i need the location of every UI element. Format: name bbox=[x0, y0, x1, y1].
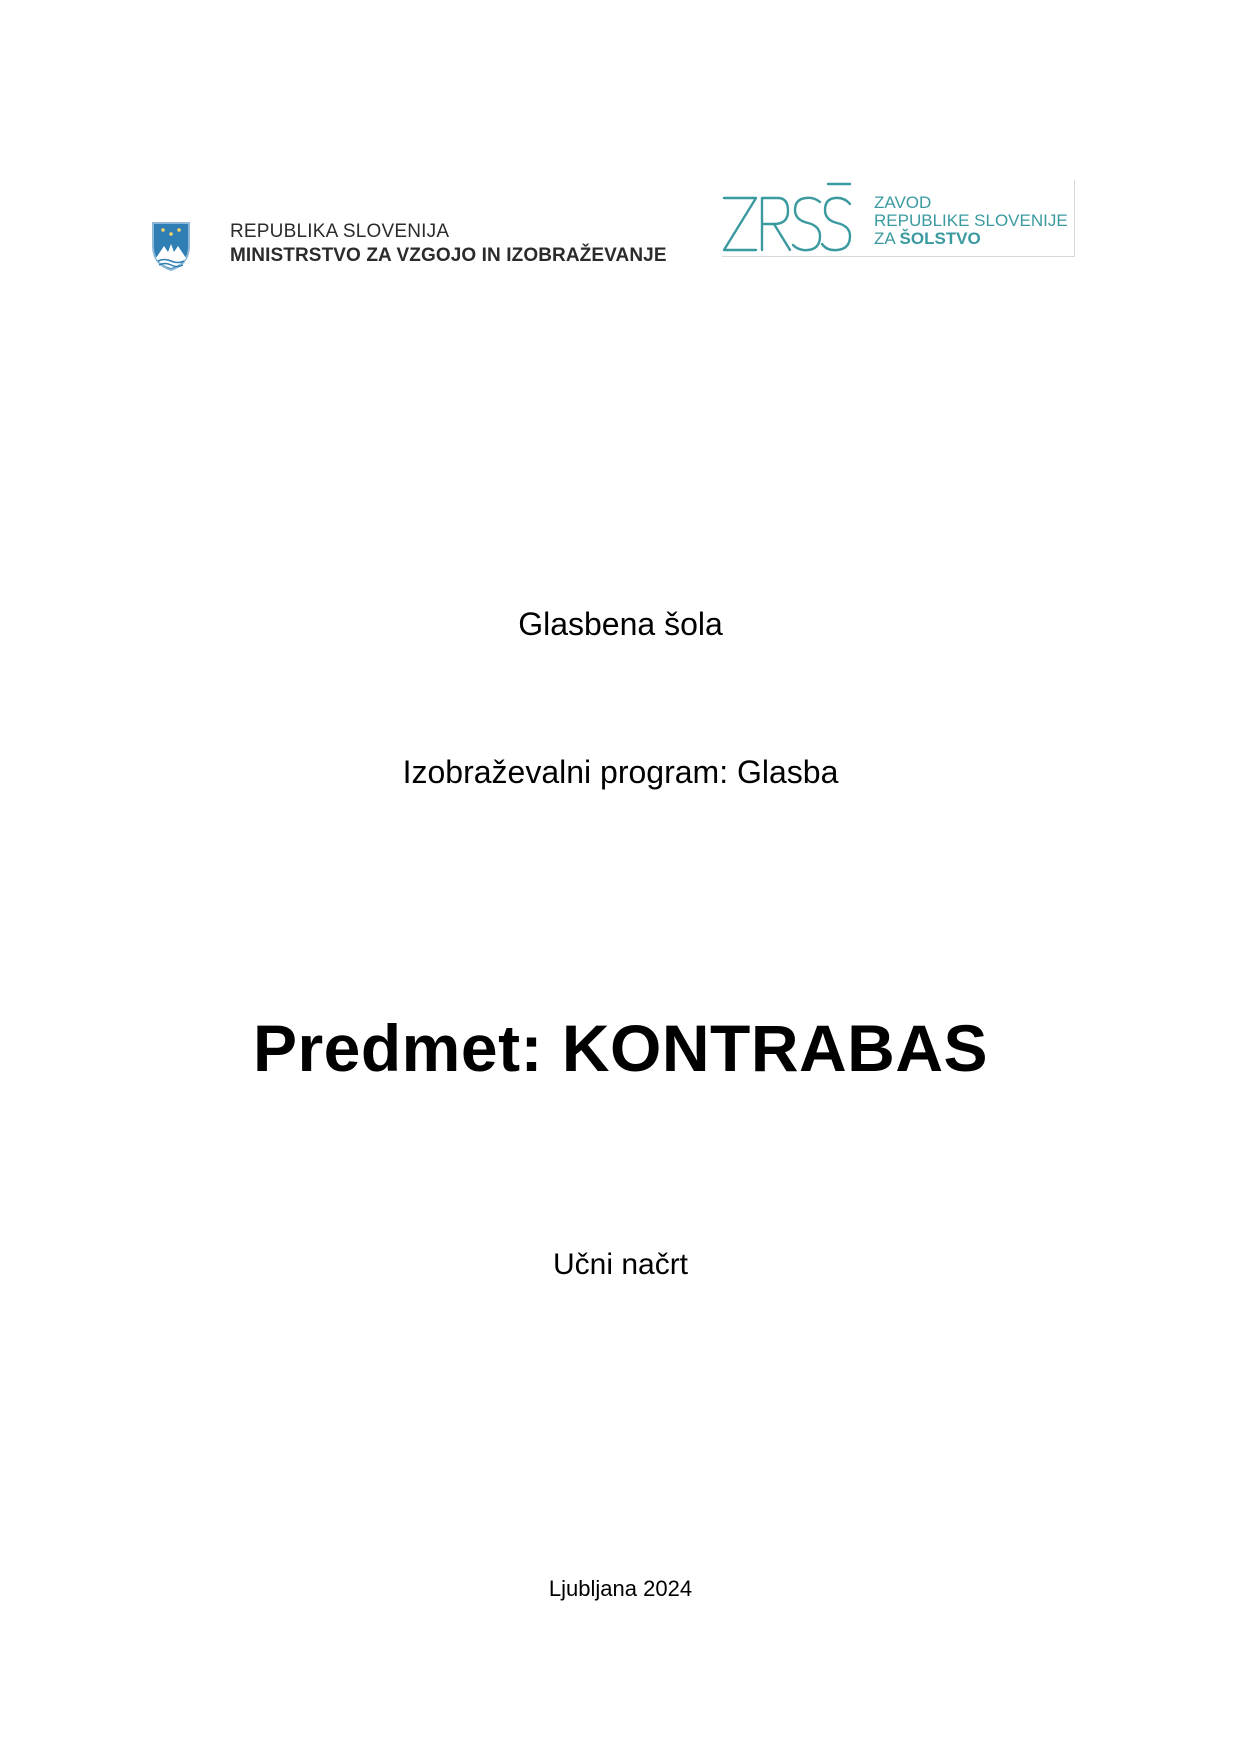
ministry-logo bbox=[150, 218, 670, 274]
place-and-year: Ljubljana 2024 bbox=[548, 1576, 693, 1601]
institute-logo bbox=[722, 180, 1075, 257]
coat-of-arms-icon bbox=[150, 220, 192, 272]
program-name: Izobraževalni program: Glasba bbox=[402, 754, 839, 790]
institute-name-line1: ZAVOD bbox=[874, 193, 932, 212]
zrss-logo-mark bbox=[722, 180, 852, 256]
institute-name-line3 bbox=[874, 230, 1068, 248]
document-type: Učni načrt bbox=[552, 1248, 689, 1281]
ministry-name bbox=[230, 220, 667, 268]
subject-title: Predmet: KONTRABAS bbox=[252, 1011, 989, 1085]
school-type: Glasbena šola bbox=[518, 606, 723, 642]
institute-name-line3-prefix: ZA bbox=[874, 229, 900, 248]
ministry-name-line1: REPUBLIKA SLOVENIJA bbox=[230, 221, 450, 242]
institute-name-line3-bold: ŠOLSTVO bbox=[899, 229, 981, 248]
ministry-name-line2: MINISTRSTVO ZA VZGOJO IN IZOBRAŽEVANJE bbox=[230, 245, 667, 266]
institute-name bbox=[874, 194, 1068, 248]
institute-name-line2: REPUBLIKE SLOVENIJE bbox=[874, 211, 1068, 230]
